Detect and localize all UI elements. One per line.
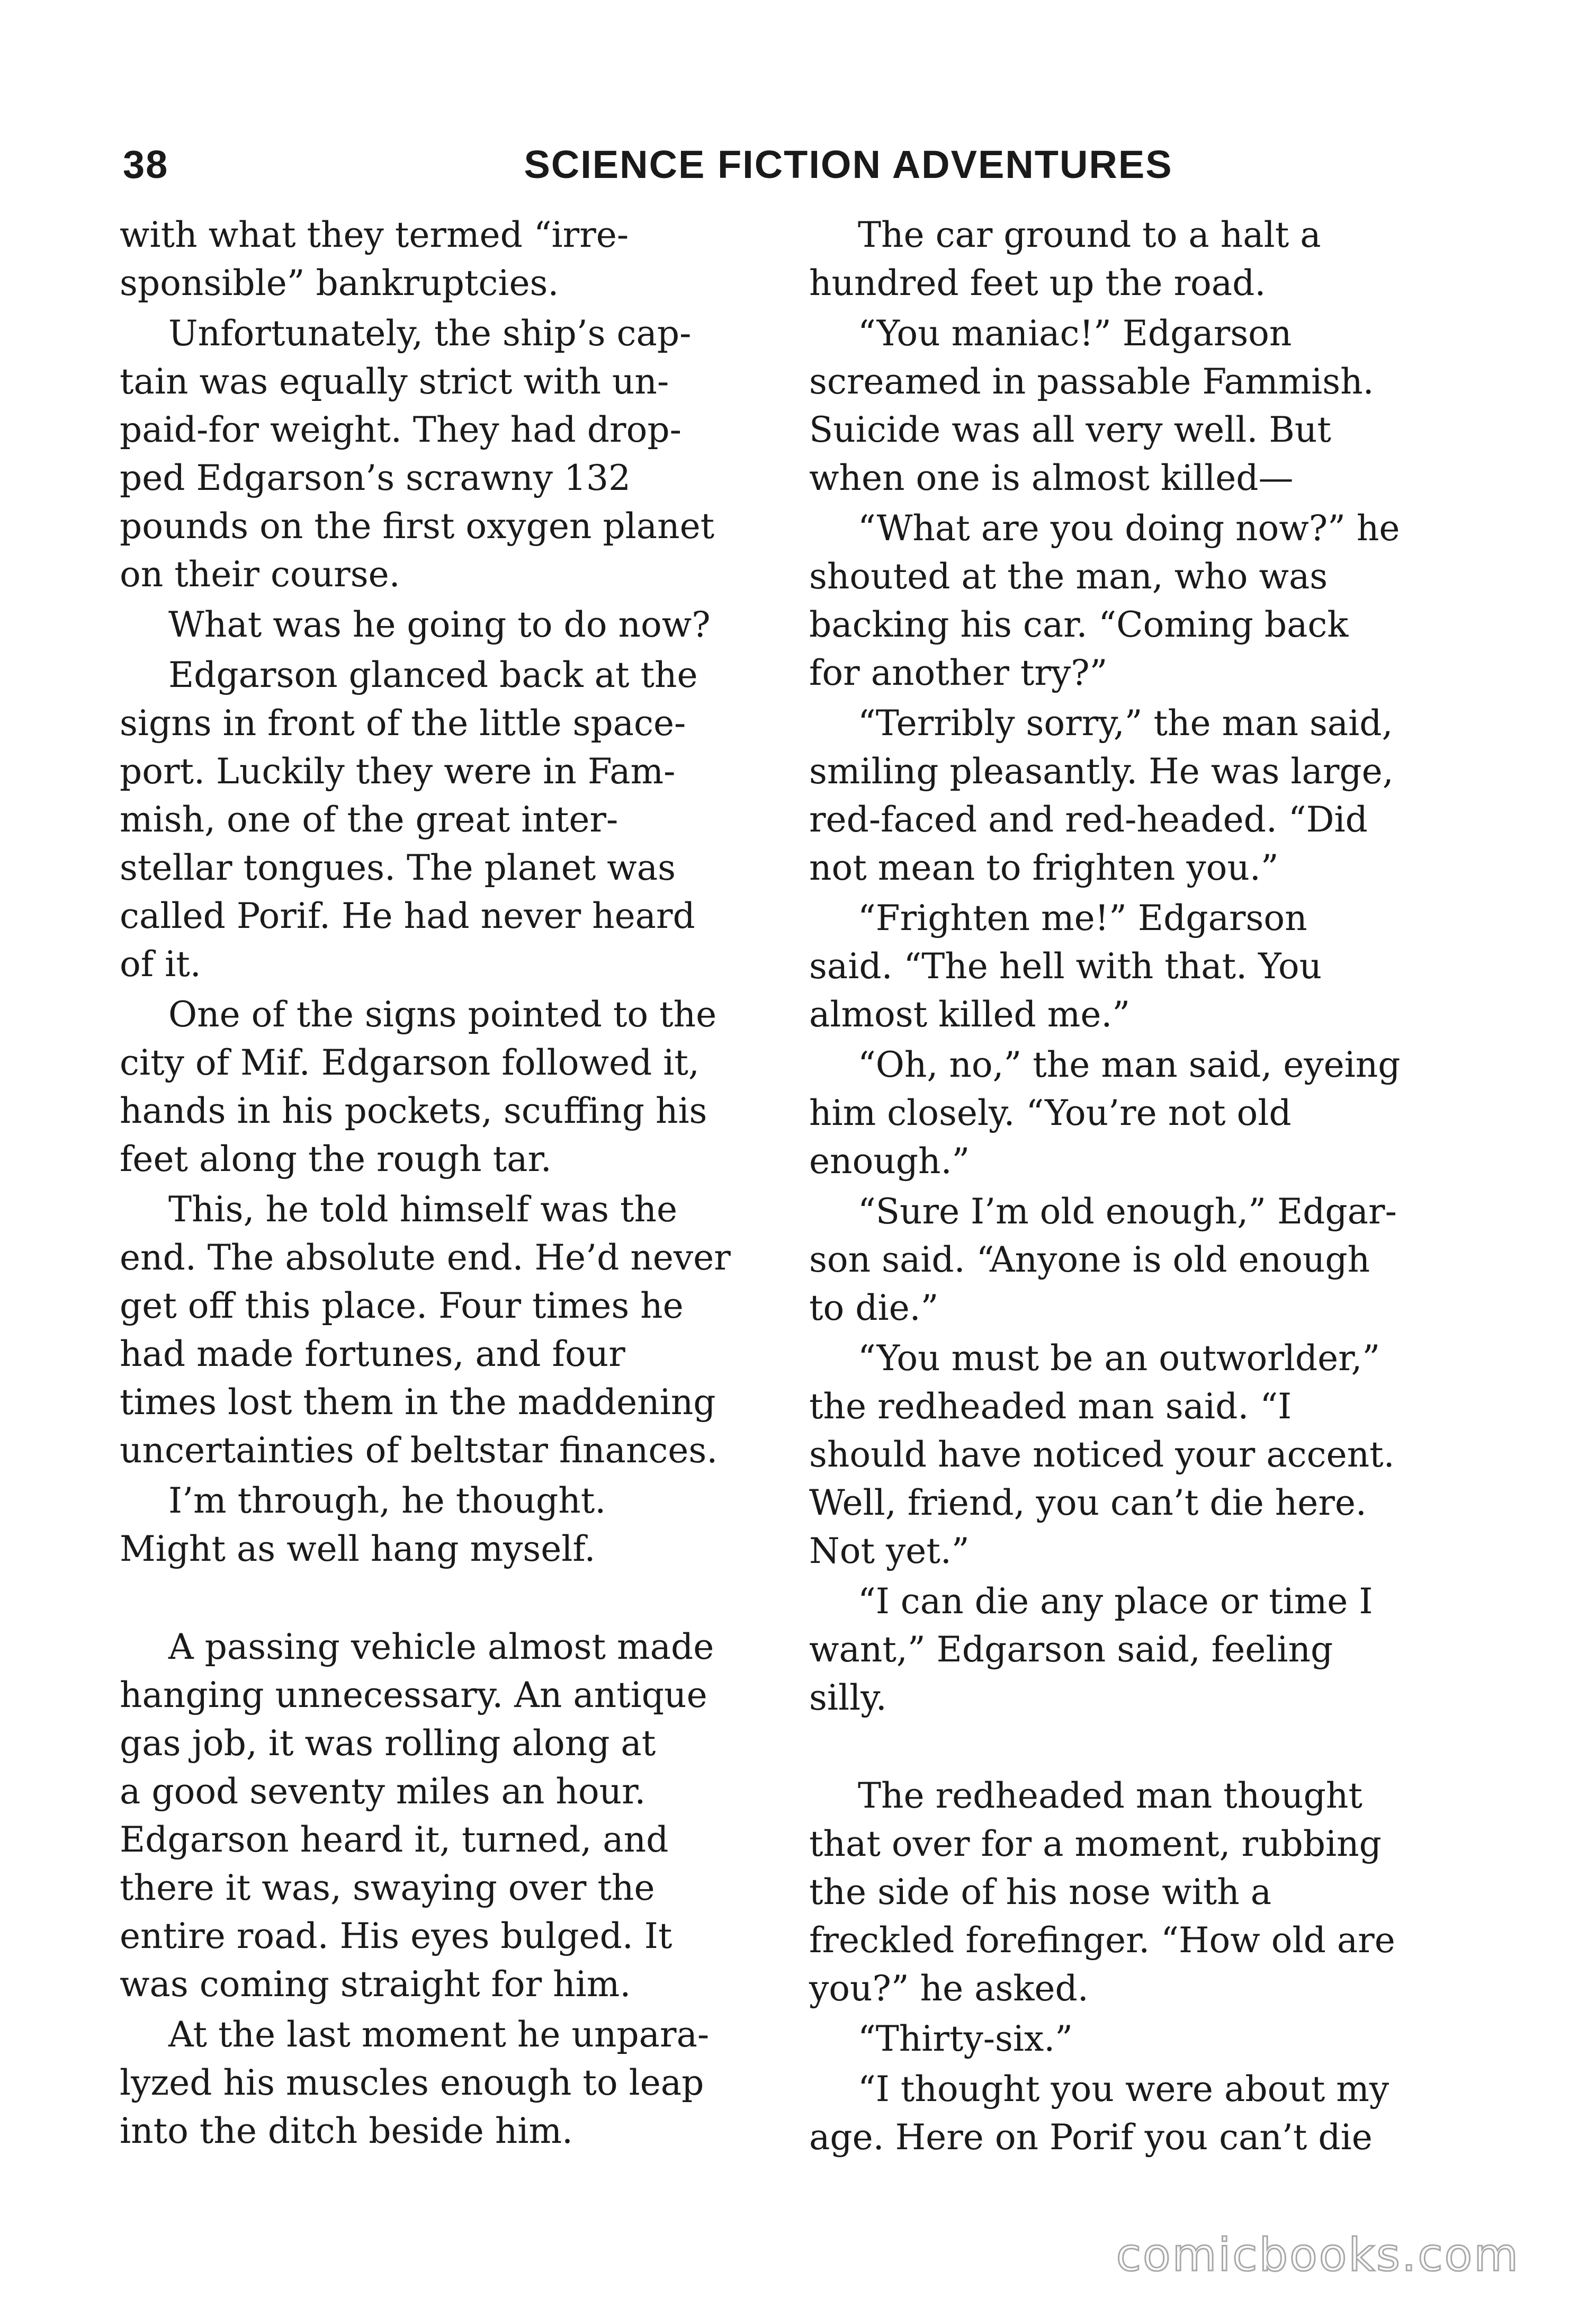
paragraph: A passing vehicle almost made hanging unnecessary. An antique gas job, it was rolling along at a good seventy miles an hour. Edgarson heard it, turned, and there it was, swaying over the entire road. His eyes bulged. It was coming straight for him. — [120, 1626, 714, 2005]
paragraph: “What are you doing now?” he shouted at the man, who was backing his car. “Coming back for another try?” — [809, 508, 1400, 693]
paragraph: “I thought you were about my age. Here on Porif you can’t die — [809, 2069, 1389, 2158]
right-column — [809, 211, 1445, 2164]
paragraph: The redheaded man thought that over for a moment, rubbing the side of his nose with a freckled forefinger. “How old are you?” he asked. — [809, 1775, 1395, 2009]
left-column — [120, 211, 755, 2157]
page-header — [123, 142, 1441, 200]
running-title: SCIENCE FICTION ADVENTURES — [524, 142, 1173, 186]
paragraph: I’m through, he thought. Might as well hang myself. — [120, 1480, 606, 1569]
paragraph: The car ground to a halt a hundred feet up the road. — [809, 214, 1321, 303]
paragraph: with what they termed “irre- sponsible” bankruptcies. — [120, 214, 629, 303]
paragraph: At the last moment he unpara- lyzed his muscles enough to leap into the ditch beside him. — [120, 2014, 710, 2151]
paragraph: What was he going to do now? — [168, 604, 711, 645]
paragraph: This, he told himself was the end. The absolute end. He’d never get off this place. Four times he had made fortunes, and four times lost them in the maddening uncertainties of beltstar finances. — [120, 1189, 731, 1471]
paragraph: “You maniac!” Edgarson screamed in passable Fammish. Suicide was all very well. But when one is almost killed— — [809, 313, 1374, 498]
paragraph: Edgarson glanced back at the signs in front of the little space- port. Luckily they were in Fam- mish, one of the great inter- stellar tongues. The planet was called Porif. He had never heard of it. — [120, 655, 698, 985]
section-break — [120, 1575, 755, 1623]
paragraph: “Sure I’m old enough,” Edgar- son said. “Anyone is old enough to die.” — [809, 1191, 1397, 1328]
paragraph: One of the signs pointed to the city of Mif. Edgarson followed it, hands in his pockets, scuffing his feet along the rough tar. — [120, 994, 717, 1179]
page-number: 38 — [123, 142, 169, 186]
paragraph: “You must be an outworlder,” the redheaded man said. “I should have noticed your accent. Well, friend, you can’t die here. Not yet.” — [809, 1338, 1395, 1571]
paragraph: “Thirty-six.” — [858, 2018, 1073, 2059]
paragraph: Unfortunately, the ship’s cap- tain was equally strict with un- paid-for weight. They had drop- ped Edgarson’s scrawny 132 pounds on the first oxygen planet on their course. — [120, 313, 715, 595]
paragraph: “Oh, no,” the man said, eyeing him closely. “You’re not old enough.” — [809, 1044, 1401, 1182]
paragraph: “Frighten me!” Edgarson said. “The hell with that. You almost killed me.” — [809, 898, 1322, 1035]
paragraph: “Terribly sorry,” the man said, smiling pleasantly. He was large, red-faced and red-headed. “Did not mean to frighten you.” — [809, 703, 1394, 888]
paragraph: “I can die any place or time I want,” Edgarson said, feeling silly. — [809, 1581, 1373, 1718]
site-watermark: comicbooks.com — [1116, 2229, 1520, 2282]
section-break — [809, 1724, 1445, 1772]
